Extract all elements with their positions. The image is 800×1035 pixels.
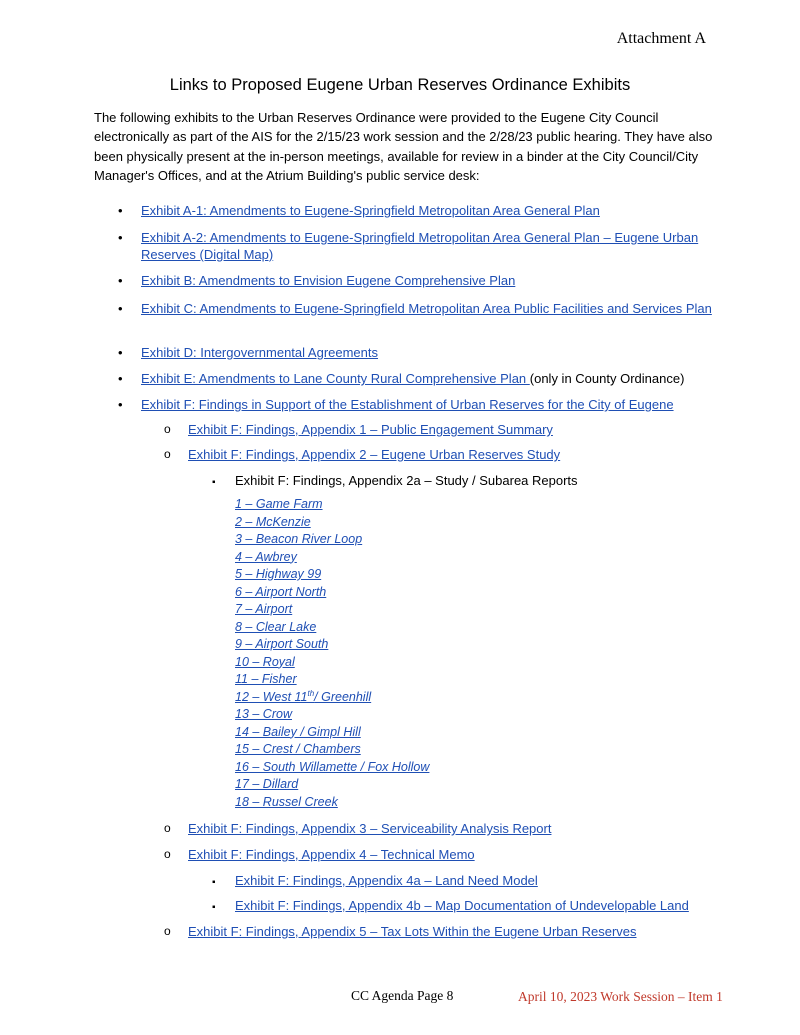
- appendix-4b-link[interactable]: Exhibit F: Findings, Appendix 4b – Map Documentation of Undevelopable Land: [235, 898, 689, 913]
- exhibit-item-e: [118, 370, 718, 387]
- appendix-4-link[interactable]: Exhibit F: Findings, Appendix 4 – Technical Memo: [188, 847, 475, 862]
- intro-paragraph: The following exhibits to the Urban Reserves Ordinance were provided to the Eugene City Council electronically as part of the AIS for the 2/15/23 work session and the 2/28/23 public hearing. They have also been physically present at the in-person meetings, available for review in a binder at the City Council/City Manager's Offices, and at the Atrium Building's public service desk:: [94, 110, 713, 184]
- subarea-link[interactable]: 16 – South Willamette / Fox Hollow: [235, 759, 430, 774]
- subarea-link[interactable]: [235, 690, 371, 704]
- appendix-5-link[interactable]: Exhibit F: Findings, Appendix 5 – Tax Lots Within the Eugene Urban Reserves: [188, 924, 637, 939]
- bullet-icon: •: [118, 371, 123, 386]
- appendix-item-4: [164, 846, 724, 863]
- exhibit-a2-link[interactable]: Exhibit A-2: Amendments to Eugene-Springfield Metropolitan Area General Plan – Eugene Urban Reserves (Digital Map): [141, 230, 699, 262]
- exhibit-c-link[interactable]: Exhibit C: Amendments to Eugene-Springfield Metropolitan Area Public Facilities and Services Plan: [141, 301, 712, 316]
- exhibit-item-a1: [118, 202, 718, 219]
- exhibit-item-d: [118, 344, 718, 361]
- bullet-icon: •: [118, 397, 123, 412]
- page-title: Links to Proposed Eugene Urban Reserves Ordinance Exhibits: [169, 76, 631, 94]
- subarea-link[interactable]: 18 – Russel Creek: [235, 794, 338, 809]
- bullet-icon: •: [118, 345, 123, 360]
- footer-page-number: CC Agenda Page 8: [351, 988, 454, 1003]
- subarea-link[interactable]: 13 – Crow: [235, 707, 292, 721]
- exhibit-item-c: [118, 300, 718, 317]
- subarea-link[interactable]: 1 – Game Farm: [235, 497, 323, 511]
- subarea-link[interactable]: 15 – Crest / Chambers: [235, 742, 361, 756]
- appendix-item-4b: [212, 897, 732, 914]
- exhibit-e-note: (only in County Ordinance): [529, 371, 685, 386]
- appendix-1-link[interactable]: Exhibit F: Findings, Appendix 1 – Public Engagement Summary: [188, 422, 553, 437]
- subarea-link[interactable]: 11 – Fisher: [235, 672, 297, 686]
- circle-bullet-icon: o: [164, 847, 171, 861]
- circle-bullet-icon: o: [164, 821, 171, 835]
- square-bullet-icon: ▪: [212, 477, 216, 488]
- subarea-12-rest: / Greenhill: [314, 689, 372, 704]
- exhibit-item-f: [118, 396, 718, 413]
- exhibit-item-b: [118, 272, 718, 289]
- appendix-2-link[interactable]: Exhibit F: Findings, Appendix 2 – Eugene Urban Reserves Study: [188, 447, 561, 462]
- appendix-4a-link[interactable]: Exhibit F: Findings, Appendix 4a – Land Need Model: [235, 873, 538, 888]
- subarea-link[interactable]: 17 – Dillard: [235, 777, 299, 791]
- subarea-link[interactable]: 7 – Airport: [235, 602, 293, 616]
- exhibit-a1-link[interactable]: Exhibit A-1: Amendments to Eugene-Springfield Metropolitan Area General Plan: [141, 203, 600, 218]
- subarea-link[interactable]: 8 – Clear Lake: [235, 619, 317, 634]
- exhibit-e-link[interactable]: Exhibit E: Amendments to Lane County Rural Comprehensive Plan: [141, 371, 530, 386]
- appendix-3-link[interactable]: Exhibit F: Findings, Appendix 3 – Serviceability Analysis Report: [188, 821, 552, 836]
- appendix-item-3: [164, 820, 724, 837]
- subarea-link[interactable]: 5 – Highway 99: [235, 567, 322, 581]
- ordinal-suffix: th: [307, 688, 315, 698]
- bullet-icon: •: [118, 301, 123, 316]
- circle-bullet-icon: o: [164, 422, 171, 436]
- appendix-2a-label: Exhibit F: Findings, Appendix 2a – Study / Subarea Reports: [235, 473, 578, 488]
- footer-session-label: April 10, 2023 Work Session – Item 1: [518, 989, 723, 1004]
- subarea-link[interactable]: 14 – Bailey / Gimpl Hill: [235, 724, 361, 739]
- bullet-icon: •: [118, 273, 123, 288]
- bullet-icon: •: [118, 203, 123, 218]
- square-bullet-icon: ▪: [212, 877, 216, 888]
- subarea-list: [235, 496, 429, 811]
- subarea-link[interactable]: 6 – Airport North: [235, 584, 327, 599]
- appendix-item-5: [164, 923, 724, 940]
- subarea-link[interactable]: 9 – Airport South: [235, 637, 329, 651]
- square-bullet-icon: ▪: [212, 902, 216, 913]
- subarea-link[interactable]: 3 – Beacon River Loop: [235, 532, 363, 546]
- exhibit-e-line: [141, 370, 718, 387]
- exhibit-f-link[interactable]: Exhibit F: Findings in Support of the Establishment of Urban Reserves for the City of Eugene: [141, 397, 674, 412]
- subarea-link[interactable]: 10 – Royal: [235, 654, 295, 669]
- appendix-item-2: [164, 446, 724, 463]
- exhibit-d-link[interactable]: Exhibit D: Intergovernmental Agreements: [141, 345, 379, 360]
- circle-bullet-icon: o: [164, 924, 171, 938]
- appendix-item-2a: [212, 472, 732, 489]
- bullet-icon: •: [118, 230, 123, 245]
- attachment-label: Attachment A: [616, 30, 706, 47]
- subarea-12-text: 12 – West 11: [235, 689, 308, 704]
- subarea-link[interactable]: 4 – Awbrey: [235, 549, 297, 564]
- circle-bullet-icon: o: [164, 447, 171, 461]
- appendix-item-1: [164, 421, 724, 438]
- exhibit-item-a2: [118, 229, 718, 263]
- exhibit-b-link[interactable]: Exhibit B: Amendments to Envision Eugene Comprehensive Plan: [141, 273, 516, 288]
- subarea-link[interactable]: 2 – McKenzie: [235, 514, 311, 529]
- appendix-item-4a: [212, 872, 732, 889]
